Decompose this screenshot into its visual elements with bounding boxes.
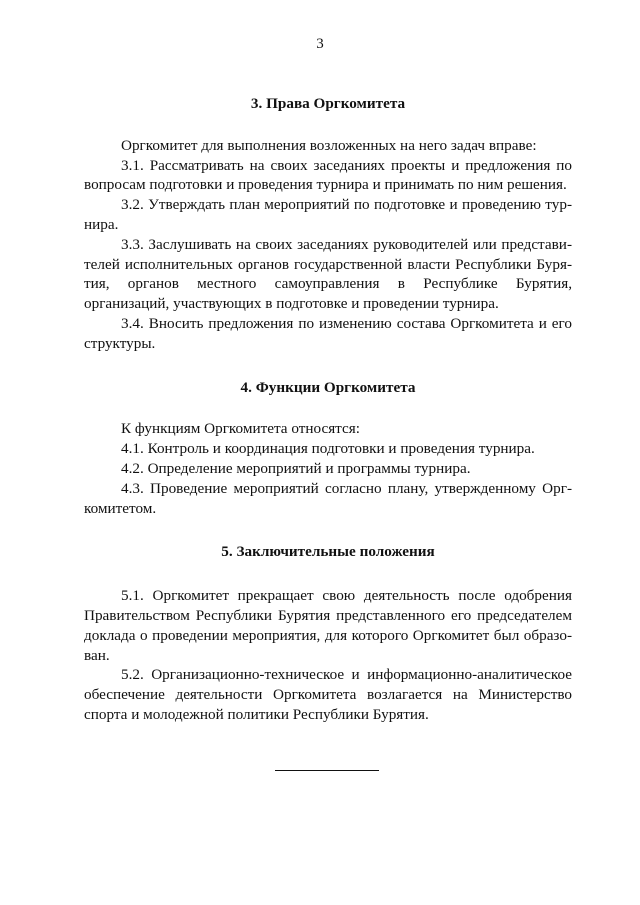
paragraph: 5.2. Организационно-техническое и информационно-аналитическое обеспечение деятельности Оргкомитета возлагается на Министерство спорта и молодежной политики Республики Бурятия. xyxy=(84,666,572,723)
paragraph: 3.1. Рассматривать на своих заседаниях проекты и предложения по вопросам подготовки и проведения турнира и принимать по ним решения. xyxy=(84,156,572,194)
section-4 xyxy=(84,378,572,519)
paragraph: 3.4. Вносить предложения по изменению состава Оргкомитета и его структуры. xyxy=(84,314,572,352)
section-heading: 5. Заключительные положения xyxy=(221,543,435,561)
paragraph: 4.3. Проведение мероприятий согласно плану, утвержденному Оргкомитетом. xyxy=(84,479,572,517)
document-body xyxy=(84,94,572,725)
page-number: 3 xyxy=(316,36,324,52)
paragraph: 4.1. Контроль и координация подготовки и проведения турнира. xyxy=(121,440,535,458)
paragraph: К функциям Оргкомитета относятся: xyxy=(121,420,360,438)
section-5 xyxy=(84,542,572,724)
section-3 xyxy=(84,94,572,354)
paragraph: 4.2. Определение мероприятий и программы турнира. xyxy=(121,459,471,477)
section-heading: 3. Права Оргкомитета xyxy=(250,95,406,112)
paragraph: 3.2. Утверждать план мероприятий по подготовке и проведению турнира. xyxy=(84,196,572,233)
paragraph: 3.3. Заслушивать на своих заседаниях руководителей или представителей исполнительных органов государственной власти Республики Бурятия, органов местного самоуправления в Республике Бурятия, организаций, участвующих в подготовке и проведении турнира. xyxy=(84,235,572,313)
paragraph: Оргкомитет для выполнения возложенных на него задач вправе: xyxy=(121,136,537,154)
paragraph: 5.1. Оргкомитет прекращает свою деятельность после одобрения Правительством Республики Бурятия представленного его председателем доклада о проведении мероприятия, для которого Оргкомитет был образован. xyxy=(84,587,572,664)
closing-divider-line xyxy=(275,770,379,771)
section-heading: 4. Функции Оргкомитета xyxy=(240,378,416,396)
